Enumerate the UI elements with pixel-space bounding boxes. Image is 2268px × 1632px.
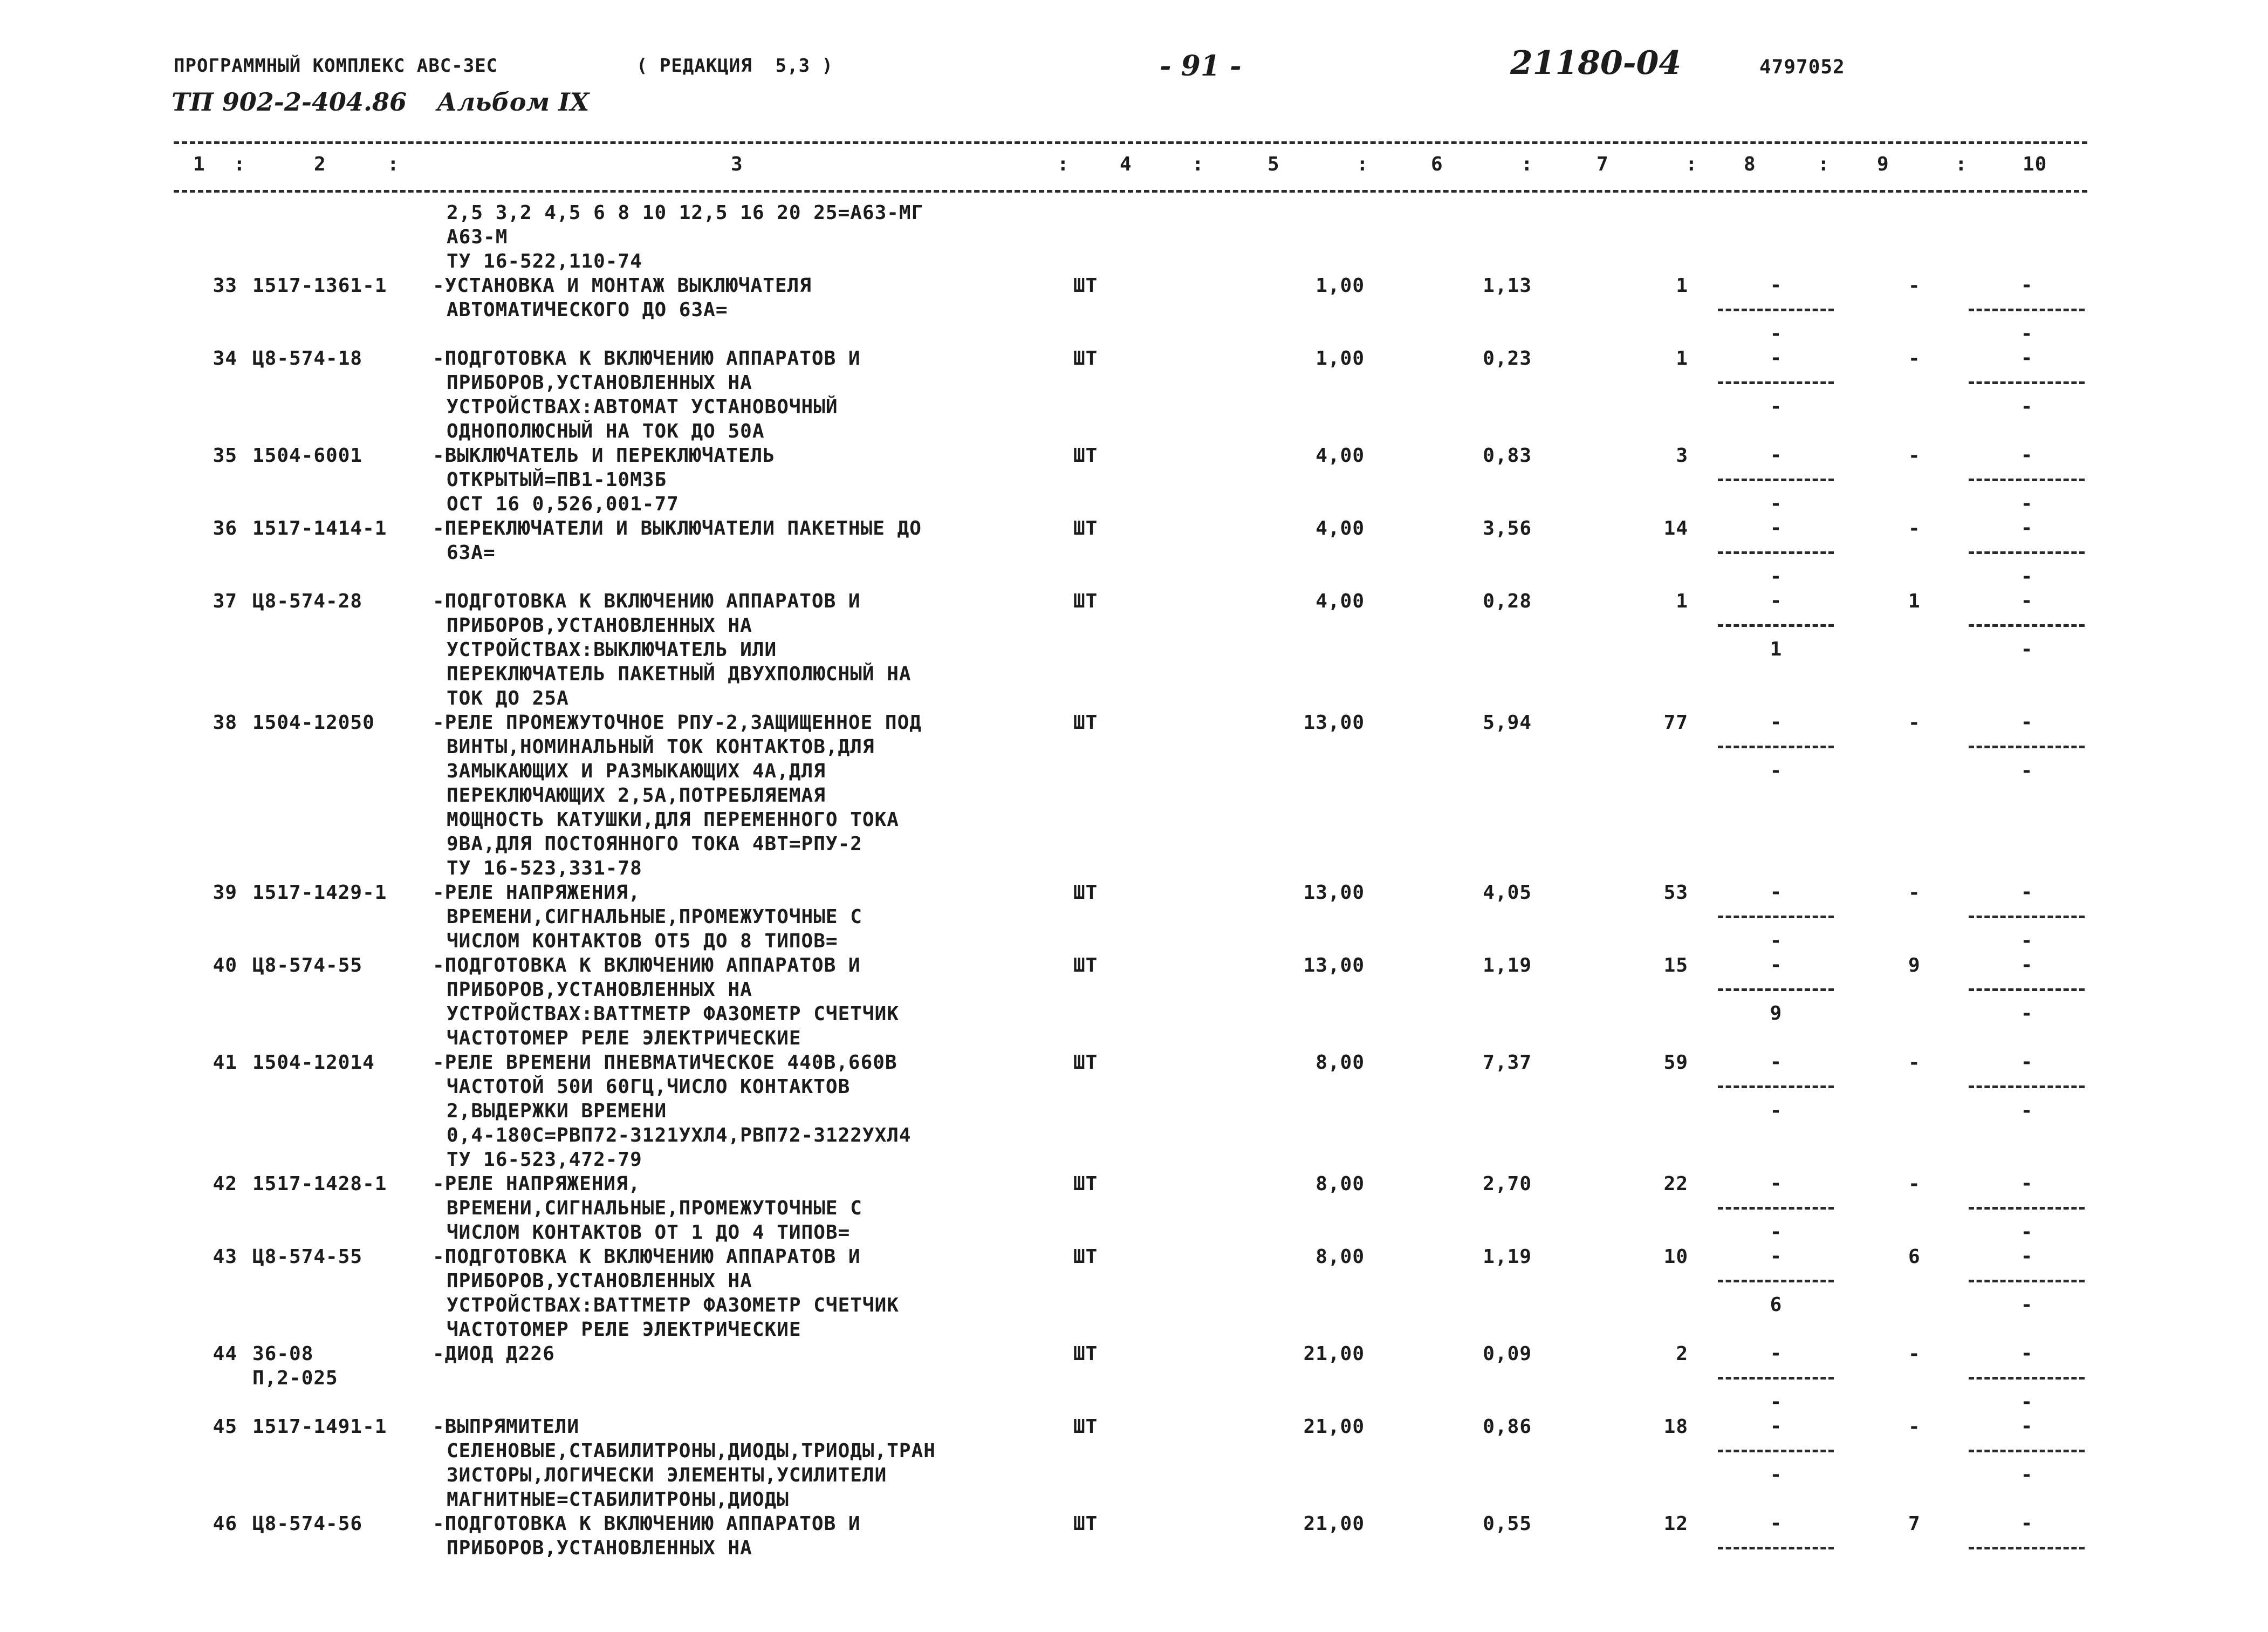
column-8-fraction-divider — [1718, 1547, 1834, 1549]
unit: ШТ — [1073, 882, 1098, 904]
column-8-fraction-top: - — [1770, 1512, 1782, 1534]
column-8-fraction — [1718, 347, 1834, 420]
column-9-value: 7 — [1908, 1513, 1921, 1535]
quantity-value: 13,00 — [1303, 954, 1365, 977]
norm-value: 0,28 — [1483, 590, 1532, 612]
row-number: 40 — [213, 954, 237, 977]
column-7-value: 18 — [1663, 1416, 1688, 1438]
unit: ШТ — [1073, 275, 1098, 297]
description-line: АВТОМАТИЧЕСКОГО ДО 63А= — [447, 299, 728, 321]
column-8-fraction-divider — [1718, 381, 1834, 384]
description-line: ЗАМЫКАЮЩИХ И РАЗМЫКАЮЩИХ 4А,ДЛЯ — [447, 760, 826, 782]
norm-value: 4,05 — [1483, 882, 1532, 904]
column-10-fraction-top: - — [2020, 881, 2033, 903]
description-line: ЗИСТОРЫ,ЛОГИЧЕСКИ ЭЛЕМЕНТЫ,УСИЛИТЕЛИ — [447, 1464, 887, 1486]
quantity-value: 21,00 — [1303, 1416, 1365, 1438]
column-10-fraction-top: - — [2020, 954, 2033, 976]
column-10-fraction-divider — [1969, 1085, 2085, 1088]
item-code: 1504-6001 — [252, 445, 363, 467]
column-10-fraction-bottom: - — [2020, 323, 2033, 345]
column-8-fraction-bottom: - — [1770, 1464, 1782, 1486]
column-8-fraction-top: - — [1770, 1245, 1782, 1267]
description-line: 0,4-180С=РВП72-3121УХЛ4,РВП72-3122УХЛ4 — [447, 1124, 912, 1146]
row-number: 41 — [213, 1051, 237, 1074]
item-code: Ц8-574-56 — [252, 1513, 363, 1535]
column-8-fraction-top: - — [1770, 881, 1782, 903]
column-separator: : — [1955, 153, 1968, 175]
column-10-fraction-top: - — [2020, 347, 2033, 369]
column-8-fraction-bottom: - — [1770, 1221, 1782, 1243]
quantity-value: 4,00 — [1315, 590, 1365, 612]
column-10-fraction-top: - — [2020, 444, 2033, 466]
column-10-fraction — [1969, 445, 2085, 517]
project-number: ТП 902-2-404.86 — [172, 87, 407, 117]
description-line: УСТРОЙСТВАХ:ВАТТМЕТР ФАЗОМЕТР СЧЕТЧИК — [447, 1294, 899, 1316]
column-separator: : — [1192, 153, 1204, 175]
unit: ШТ — [1073, 1343, 1098, 1365]
description-line: -ВЫКЛЮЧАТЕЛЬ И ПЕРЕКЛЮЧАТЕЛЬ — [433, 445, 775, 467]
column-10-fraction-divider — [1969, 624, 2085, 627]
norm-value: 1,13 — [1483, 275, 1532, 297]
description-line: -ПОДГОТОВКА К ВКЛЮЧЕНИЮ АППАРАТОВ И — [433, 1513, 861, 1535]
item-code-secondary: П,2-025 — [252, 1367, 338, 1389]
item-code: 1517-1429-1 — [252, 882, 387, 904]
column-7-value: 1 — [1676, 590, 1688, 612]
column-10-fraction-divider — [1969, 479, 2085, 481]
description-line: ПРИБОРОВ,УСТАНОВЛЕННЫХ НА — [447, 614, 752, 637]
description-line: ЧАСТОТОЙ 50И 60ГЦ,ЧИСЛО КОНТАКТОВ — [447, 1076, 851, 1098]
column-10-fraction — [1969, 517, 2085, 590]
column-10-fraction-top: - — [2020, 517, 2033, 539]
column-number-8: 8 — [1744, 153, 1756, 175]
column-10-fraction-top: - — [2020, 1172, 2033, 1194]
column-10-fraction-divider — [1969, 381, 2085, 384]
row-number: 44 — [213, 1343, 237, 1365]
row-number: 42 — [213, 1173, 237, 1195]
column-8-fraction-top: - — [1770, 347, 1782, 369]
column-8-fraction — [1718, 954, 1834, 1027]
header-rule-bottom — [174, 190, 2087, 193]
description-line: -УСТАНОВКА И МОНТАЖ ВЫКЛЮЧАТЕЛЯ — [433, 275, 812, 297]
column-8-fraction-bottom: 1 — [1770, 638, 1782, 660]
column-10-fraction-top: - — [2020, 274, 2033, 296]
column-10-fraction-divider — [1969, 1280, 2085, 1282]
column-separator: : — [1356, 153, 1369, 175]
doc-code: 4797052 — [1759, 56, 1845, 78]
column-7-value: 3 — [1676, 445, 1688, 467]
description-line: ОДНОПОЛЮСНЫЙ НА ТОК ДО 50А — [447, 420, 765, 442]
column-8-fraction — [1718, 1513, 1834, 1586]
norm-value: 0,86 — [1483, 1416, 1532, 1438]
quantity-value: 8,00 — [1315, 1051, 1365, 1074]
norm-value: 1,19 — [1483, 954, 1532, 977]
column-8-fraction-bottom: - — [1770, 395, 1782, 418]
description-line: -РЕЛЕ ПРОМЕЖУТОЧНОЕ РПУ-2,ЗАЩИЩЕННОЕ ПОД — [433, 712, 922, 734]
unit: ШТ — [1073, 590, 1098, 612]
column-separator: : — [234, 153, 246, 175]
unit: ШТ — [1073, 1051, 1098, 1074]
column-10-fraction-bottom: - — [2020, 565, 2033, 588]
column-10-fraction — [1969, 1051, 2085, 1124]
quantity-value: 1,00 — [1315, 275, 1365, 297]
column-9-value: - — [1908, 517, 1921, 540]
description-line: ОТКРЫТЫЙ=ПВ1-10М3Б — [447, 469, 667, 491]
column-8-fraction-bottom: - — [1770, 1391, 1782, 1413]
column-10-fraction-top: - — [2020, 1512, 2033, 1534]
continuation-line-1: 2,5 3,2 4,5 6 8 10 12,5 16 20 25=А63-МГ — [447, 202, 924, 224]
column-9-value: - — [1908, 1173, 1921, 1195]
unit: ШТ — [1073, 347, 1098, 370]
item-code: 1504-12014 — [252, 1051, 375, 1074]
column-10-fraction-bottom: - — [2020, 1221, 2033, 1243]
column-9-value: - — [1908, 1051, 1921, 1074]
column-8-fraction-bottom: - — [1770, 565, 1782, 588]
unit: ШТ — [1073, 1416, 1098, 1438]
column-8-fraction-divider — [1718, 916, 1834, 918]
column-10-fraction-divider — [1969, 988, 2085, 991]
quantity-value: 21,00 — [1303, 1343, 1365, 1365]
column-7-value: 77 — [1663, 712, 1688, 734]
column-9-value: - — [1908, 1416, 1921, 1438]
description-line: УСТРОЙСТВАХ:ВЫКЛЮЧАТЕЛЬ ИЛИ — [447, 639, 777, 661]
column-separator: : — [1685, 153, 1698, 175]
column-7-value: 53 — [1663, 882, 1688, 904]
column-9-value: - — [1908, 347, 1921, 370]
quantity-value: 8,00 — [1315, 1173, 1365, 1195]
column-8-fraction — [1718, 445, 1834, 517]
column-10-fraction — [1969, 882, 2085, 954]
norm-value: 0,83 — [1483, 445, 1532, 467]
norm-value: 0,55 — [1483, 1513, 1532, 1535]
unit: ШТ — [1073, 712, 1098, 734]
row-number: 38 — [213, 712, 237, 734]
column-10-fraction-bottom: - — [2020, 1294, 2033, 1316]
column-10-fraction-bottom: - — [2020, 760, 2033, 782]
album-label: Альбом IX — [437, 87, 590, 117]
description-line: -ПОДГОТОВКА К ВКЛЮЧЕНИЮ АППАРАТОВ И — [433, 1246, 861, 1268]
description-line: -ПЕРЕКЛЮЧАТЕЛИ И ВЫКЛЮЧАТЕЛИ ПАКЕТНЫЕ ДО — [433, 517, 922, 540]
continuation-line-2: А63-М — [447, 226, 508, 248]
item-code: Ц8-574-55 — [252, 954, 363, 977]
unit: ШТ — [1073, 1513, 1098, 1535]
column-8-fraction — [1718, 1173, 1834, 1246]
column-separator: : — [1057, 153, 1070, 175]
description-line: -ПОДГОТОВКА К ВКЛЮЧЕНИЮ АППАРАТОВ И — [433, 347, 861, 370]
column-9-value: 9 — [1908, 954, 1921, 977]
quantity-value: 4,00 — [1315, 517, 1365, 540]
column-10-fraction — [1969, 1416, 2085, 1488]
column-7-value: 10 — [1663, 1246, 1688, 1268]
column-8-fraction — [1718, 1246, 1834, 1319]
column-8-fraction-divider — [1718, 1207, 1834, 1210]
description-line: ВРЕМЕНИ,СИГНАЛЬНЫЕ,ПРОМЕЖУТОЧНЫЕ С — [447, 1197, 862, 1219]
description-line: МОЩНОСТЬ КАТУШКИ,ДЛЯ ПЕРЕМЕННОГО ТОКА — [447, 809, 899, 831]
description-line: ПРИБОРОВ,УСТАНОВЛЕННЫХ НА — [447, 1270, 752, 1292]
column-8-fraction-top: - — [1770, 444, 1782, 466]
column-8-fraction-top: - — [1770, 590, 1782, 612]
column-number-2: 2 — [314, 153, 326, 175]
column-9-value: - — [1908, 445, 1921, 467]
program-name: ПРОГРАММНЫЙ КОМПЛЕКС АВС-ЗЕС — [174, 55, 498, 77]
column-10-fraction-divider — [1969, 1450, 2085, 1452]
column-number-5: 5 — [1267, 153, 1280, 175]
column-8-fraction — [1718, 1051, 1834, 1124]
column-9-value: 6 — [1908, 1246, 1921, 1268]
column-10-fraction-bottom: - — [2020, 493, 2033, 515]
unit: ШТ — [1073, 517, 1098, 540]
unit: ШТ — [1073, 1173, 1098, 1195]
column-number-10: 10 — [2023, 153, 2047, 175]
column-8-fraction-divider — [1718, 624, 1834, 627]
column-10-fraction — [1969, 347, 2085, 420]
item-code: 1517-1428-1 — [252, 1173, 387, 1195]
description-line: ТОК ДО 25А — [447, 687, 569, 709]
column-10-fraction-divider — [1969, 1207, 2085, 1210]
description-line: 2,ВЫДЕРЖКИ ВРЕМЕНИ — [447, 1100, 667, 1122]
item-code: 1517-1491-1 — [252, 1416, 387, 1438]
column-7-value: 1 — [1676, 275, 1688, 297]
column-8-fraction-top: - — [1770, 274, 1782, 296]
edition: ( РЕДАКЦИЯ 5,3 ) — [636, 55, 833, 77]
description-line: 9ВА,ДЛЯ ПОСТОЯННОГО ТОКА 4ВТ=РПУ-2 — [447, 833, 862, 855]
column-8-fraction-bottom: - — [1770, 323, 1782, 345]
column-10-fraction-bottom: - — [2020, 638, 2033, 660]
column-8-fraction-bottom: 6 — [1770, 1294, 1782, 1316]
column-8-fraction-divider — [1718, 988, 1834, 991]
description-line: -РЕЛЕ НАПРЯЖЕНИЯ, — [433, 1173, 641, 1195]
column-8-fraction-top: - — [1770, 1051, 1782, 1073]
item-code: 36-08 — [252, 1343, 314, 1365]
column-8-fraction-divider — [1718, 746, 1834, 748]
column-10-fraction-divider — [1969, 916, 2085, 918]
row-number: 39 — [213, 882, 237, 904]
row-number: 33 — [213, 275, 237, 297]
quantity-value: 13,00 — [1303, 712, 1365, 734]
description-line: МАГНИТНЫЕ=СТАБИЛИТРОНЫ,ДИОДЫ — [447, 1488, 789, 1511]
continuation-line-3: ТУ 16-522,110-74 — [447, 250, 642, 272]
column-9-value: - — [1908, 712, 1921, 734]
column-10-fraction — [1969, 275, 2085, 347]
row-number: 43 — [213, 1246, 237, 1268]
column-8-fraction — [1718, 882, 1834, 954]
column-separator: : — [1818, 153, 1830, 175]
item-code: 1517-1414-1 — [252, 517, 387, 540]
column-9-value: - — [1908, 275, 1921, 297]
quantity-value: 8,00 — [1315, 1246, 1365, 1268]
quantity-value: 4,00 — [1315, 445, 1365, 467]
column-10-fraction-bottom: - — [2020, 1464, 2033, 1486]
column-8-fraction — [1718, 275, 1834, 347]
description-line: 63А= — [447, 542, 496, 564]
header-rule-top — [174, 141, 2087, 144]
column-10-fraction-top: - — [2020, 1415, 2033, 1437]
norm-value: 1,19 — [1483, 1246, 1532, 1268]
column-10-fraction-bottom: - — [2020, 1391, 2033, 1413]
column-8-fraction — [1718, 712, 1834, 784]
column-7-value: 14 — [1663, 517, 1688, 540]
description-line: -ВЫПРЯМИТЕЛИ — [433, 1416, 580, 1438]
column-number-6: 6 — [1431, 153, 1443, 175]
description-line: ЧАСТОТОМЕР РЕЛЕ ЭЛЕКТРИЧЕСКИЕ — [447, 1027, 801, 1049]
column-8-fraction-divider — [1718, 479, 1834, 481]
column-10-fraction-top: - — [2020, 1342, 2033, 1364]
column-8-fraction-divider — [1718, 1280, 1834, 1282]
description-line: ЧАСТОТОМЕР РЕЛЕ ЭЛЕКТРИЧЕСКИЕ — [447, 1319, 801, 1341]
column-8-fraction-divider — [1718, 309, 1834, 311]
column-10-fraction — [1969, 712, 2085, 784]
column-8-fraction-divider — [1718, 1377, 1834, 1380]
description-line: УСТРОЙСТВАХ:АВТОМАТ УСТАНОВОЧНЫЙ — [447, 396, 838, 418]
column-8-fraction — [1718, 517, 1834, 590]
column-10-fraction-top: - — [2020, 590, 2033, 612]
column-number-4: 4 — [1120, 153, 1132, 175]
description-line: -ПОДГОТОВКА К ВКЛЮЧЕНИЮ АППАРАТОВ И — [433, 954, 861, 977]
column-8-fraction — [1718, 1343, 1834, 1416]
description-line: ПЕРЕКЛЮЧАТЕЛЬ ПАКЕТНЫЙ ДВУХПОЛЮСНЫЙ НА — [447, 663, 912, 685]
column-7-value: 22 — [1663, 1173, 1688, 1195]
column-8-fraction-divider — [1718, 1450, 1834, 1452]
row-number: 46 — [213, 1513, 237, 1535]
column-9-value: - — [1908, 882, 1921, 904]
column-7-value: 1 — [1676, 347, 1688, 370]
description-line: ПЕРЕКЛЮЧАЮЩИХ 2,5А,ПОТРЕБЛЯЕМАЯ — [447, 784, 826, 807]
unit: ШТ — [1073, 1246, 1098, 1268]
column-8-fraction-top: - — [1770, 1415, 1782, 1437]
column-10-fraction-divider — [1969, 1377, 2085, 1380]
column-8-fraction-top: - — [1770, 517, 1782, 539]
description-line: -ПОДГОТОВКА К ВКЛЮЧЕНИЮ АППАРАТОВ И — [433, 590, 861, 612]
description-line: УСТРОЙСТВАХ:ВАТТМЕТР ФАЗОМЕТР СЧЕТЧИК — [447, 1003, 899, 1025]
description-line: ОСТ 16 0,526,001-77 — [447, 493, 679, 515]
row-number: 36 — [213, 517, 237, 540]
description-line: ВРЕМЕНИ,СИГНАЛЬНЫЕ,ПРОМЕЖУТОЧНЫЕ С — [447, 906, 862, 928]
description-line: ЧИСЛОМ КОНТАКТОВ ОТ5 ДО 8 ТИПОВ= — [447, 930, 838, 952]
column-number-9: 9 — [1877, 153, 1889, 175]
description-line: ВИНТЫ,НОМИНАЛЬНЫЙ ТОК КОНТАКТОВ,ДЛЯ — [447, 736, 875, 758]
column-8-fraction-top: - — [1770, 1172, 1782, 1194]
description-line: ЧИСЛОМ КОНТАКТОВ ОТ 1 ДО 4 ТИПОВ= — [447, 1221, 851, 1244]
norm-value: 2,70 — [1483, 1173, 1532, 1195]
row-number: 45 — [213, 1416, 237, 1438]
column-8-fraction-bottom: - — [1770, 760, 1782, 782]
column-10-fraction-bottom: - — [2020, 1002, 2033, 1025]
column-10-fraction — [1969, 1246, 2085, 1319]
norm-value: 5,94 — [1483, 712, 1532, 734]
column-8-fraction-bottom: - — [1770, 1100, 1782, 1122]
column-10-fraction-top: - — [2020, 711, 2033, 733]
column-10-fraction — [1969, 1343, 2085, 1416]
column-10-fraction — [1969, 1173, 2085, 1246]
column-8-fraction-divider — [1718, 1085, 1834, 1088]
description-line: -ДИОД Д226 — [433, 1343, 555, 1365]
column-7-value: 12 — [1663, 1513, 1688, 1535]
column-10-fraction-bottom: - — [2020, 395, 2033, 418]
item-code: 1504-12050 — [252, 712, 375, 734]
description-line: СЕЛЕНОВЫЕ,СТАБИЛИТРОНЫ,ДИОДЫ,ТРИОДЫ,ТРАН — [447, 1440, 936, 1462]
column-8-fraction-top: - — [1770, 954, 1782, 976]
column-8-fraction-divider — [1718, 551, 1834, 554]
norm-value: 7,37 — [1483, 1051, 1532, 1074]
row-number: 37 — [213, 590, 237, 612]
item-code: Ц8-574-18 — [252, 347, 363, 370]
column-7-value: 2 — [1676, 1343, 1688, 1365]
column-8-fraction-top: - — [1770, 711, 1782, 733]
item-code: 1517-1361-1 — [252, 275, 387, 297]
column-8-fraction — [1718, 590, 1834, 663]
column-10-fraction-bottom: - — [2020, 1100, 2033, 1122]
column-10-fraction — [1969, 1513, 2085, 1586]
description-line: -РЕЛЕ ВРЕМЕНИ ПНЕВМАТИЧЕСКОЕ 440В,660В — [433, 1051, 897, 1074]
column-separator: : — [387, 153, 400, 175]
item-code: Ц8-574-55 — [252, 1246, 363, 1268]
column-9-value: - — [1908, 1343, 1921, 1365]
quantity-value: 1,00 — [1315, 347, 1365, 370]
column-10-fraction — [1969, 590, 2085, 663]
column-10-fraction — [1969, 954, 2085, 1027]
column-9-value: 1 — [1908, 590, 1921, 612]
unit: ШТ — [1073, 954, 1098, 977]
description-line: ПРИБОРОВ,УСТАНОВЛЕННЫХ НА — [447, 372, 752, 394]
item-code: Ц8-574-28 — [252, 590, 363, 612]
page-number: - 91 - — [1160, 50, 1242, 83]
column-8-fraction — [1718, 1416, 1834, 1488]
column-10-fraction-top: - — [2020, 1051, 2033, 1073]
column-8-fraction-bottom: - — [1770, 930, 1782, 952]
norm-value: 0,23 — [1483, 347, 1532, 370]
column-8-fraction-bottom: - — [1770, 493, 1782, 515]
description-line: -РЕЛЕ НАПРЯЖЕНИЯ, — [433, 882, 641, 904]
norm-value: 3,56 — [1483, 517, 1532, 540]
column-10-fraction-divider — [1969, 1547, 2085, 1549]
unit: ШТ — [1073, 445, 1098, 467]
column-7-value: 15 — [1663, 954, 1688, 977]
column-10-fraction-divider — [1969, 746, 2085, 748]
column-number-1: 1 — [193, 153, 205, 175]
quantity-value: 21,00 — [1303, 1513, 1365, 1535]
description-line: ПРИБОРОВ,УСТАНОВЛЕННЫХ НА — [447, 1537, 752, 1559]
column-number-3: 3 — [731, 153, 743, 175]
column-7-value: 59 — [1663, 1051, 1688, 1074]
column-8-fraction-bottom: 9 — [1770, 1002, 1782, 1025]
column-10-fraction-divider — [1969, 309, 2085, 311]
quantity-value: 13,00 — [1303, 882, 1365, 904]
column-number-7: 7 — [1596, 153, 1609, 175]
description-line: ТУ 16-523,472-79 — [447, 1149, 642, 1171]
description-line: ТУ 16-523,331-78 — [447, 857, 642, 879]
column-8-fraction-top: - — [1770, 1342, 1782, 1364]
column-separator: : — [1521, 153, 1533, 175]
column-10-fraction-bottom: - — [2020, 930, 2033, 952]
column-10-fraction-divider — [1969, 551, 2085, 554]
row-number: 35 — [213, 445, 237, 467]
column-10-fraction-top: - — [2020, 1245, 2033, 1267]
doc-number: 21180-04 — [1510, 44, 1682, 82]
row-number: 34 — [213, 347, 237, 370]
norm-value: 0,09 — [1483, 1343, 1532, 1365]
description-line: ПРИБОРОВ,УСТАНОВЛЕННЫХ НА — [447, 979, 752, 1001]
